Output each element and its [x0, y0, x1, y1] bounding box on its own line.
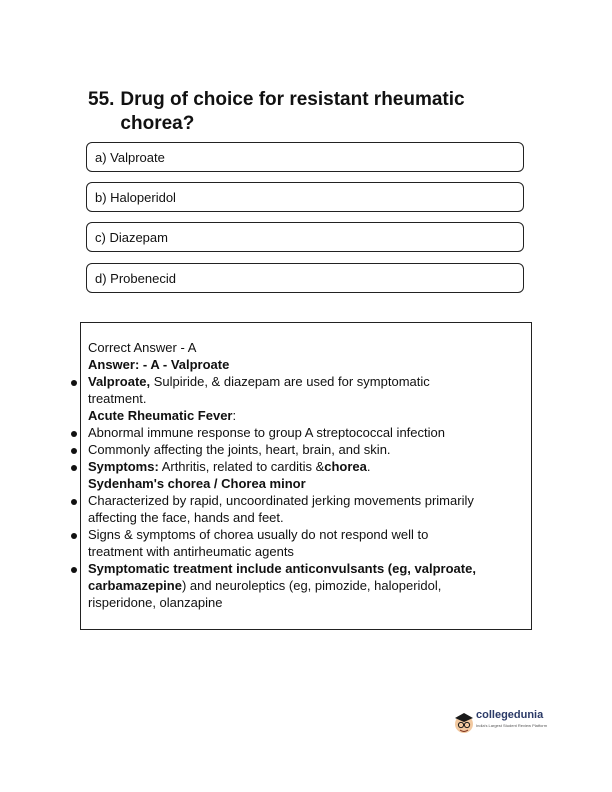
bullet-dot [71, 431, 77, 437]
bullet-valproate-cont: treatment. [88, 391, 147, 406]
bullet-commonly-affecting: Commonly affecting the joints, heart, brain, and skin. [88, 442, 391, 457]
bullet-signs-cont: treatment with antirheumatic agents [88, 544, 294, 559]
bullet-signs: Signs & symptoms of chorea usually do not respond well to [88, 527, 429, 542]
correct-answer-line: Correct Answer - A [88, 340, 197, 355]
bullet-characterized: Characterized by rapid, uncoordinated jerking movements primarily [88, 493, 474, 508]
bullet-treatment: Symptomatic treatment include anticonvulsants (eg, valproate, [88, 561, 476, 576]
question-text: Drug of choice for resistant rheumatic chorea? [120, 89, 465, 134]
bullet-immune-response: Abnormal immune response to group A streptococcal infection [88, 425, 445, 440]
question-heading [88, 88, 508, 136]
logo-tagline: India's Largest Student Review Platform [476, 723, 548, 728]
option-b[interactable]: b) Haloperidol [86, 182, 524, 212]
bullet-treatment-cont2: risperidone, olanzapine [88, 595, 223, 610]
bullet-dot [71, 465, 77, 471]
section-heading-sydenham: Sydenham's chorea / Chorea minor [88, 476, 306, 491]
question-number: 55. [88, 89, 115, 110]
bullet-treatment-cont: carbamazepine) and neuroleptics (eg, pimozide, haloperidol, [88, 578, 442, 593]
bullet-dot [71, 567, 77, 573]
bullet-dot [71, 533, 77, 539]
bullet-dot [71, 499, 77, 505]
section-heading-arf: Acute Rheumatic Fever: [88, 408, 237, 423]
logo-name: collegedunia [476, 709, 544, 721]
bullet-symptoms: Symptoms: Arthritis, related to carditis &chorea. [88, 459, 371, 474]
answer-heading: Answer: - A - Valproate [88, 357, 230, 372]
bullet-characterized-cont: affecting the face, hands and feet. [88, 510, 284, 525]
option-a[interactable]: a) Valproate [86, 142, 524, 172]
bullet-valproate: Valproate, Sulpiride, & diazepam are used for symptomatic [88, 374, 430, 389]
option-c[interactable]: c) Diazepam [86, 222, 524, 252]
bullet-dot [71, 448, 77, 454]
bullet-dot [71, 380, 77, 386]
option-d[interactable]: d) Probenecid [86, 263, 524, 293]
